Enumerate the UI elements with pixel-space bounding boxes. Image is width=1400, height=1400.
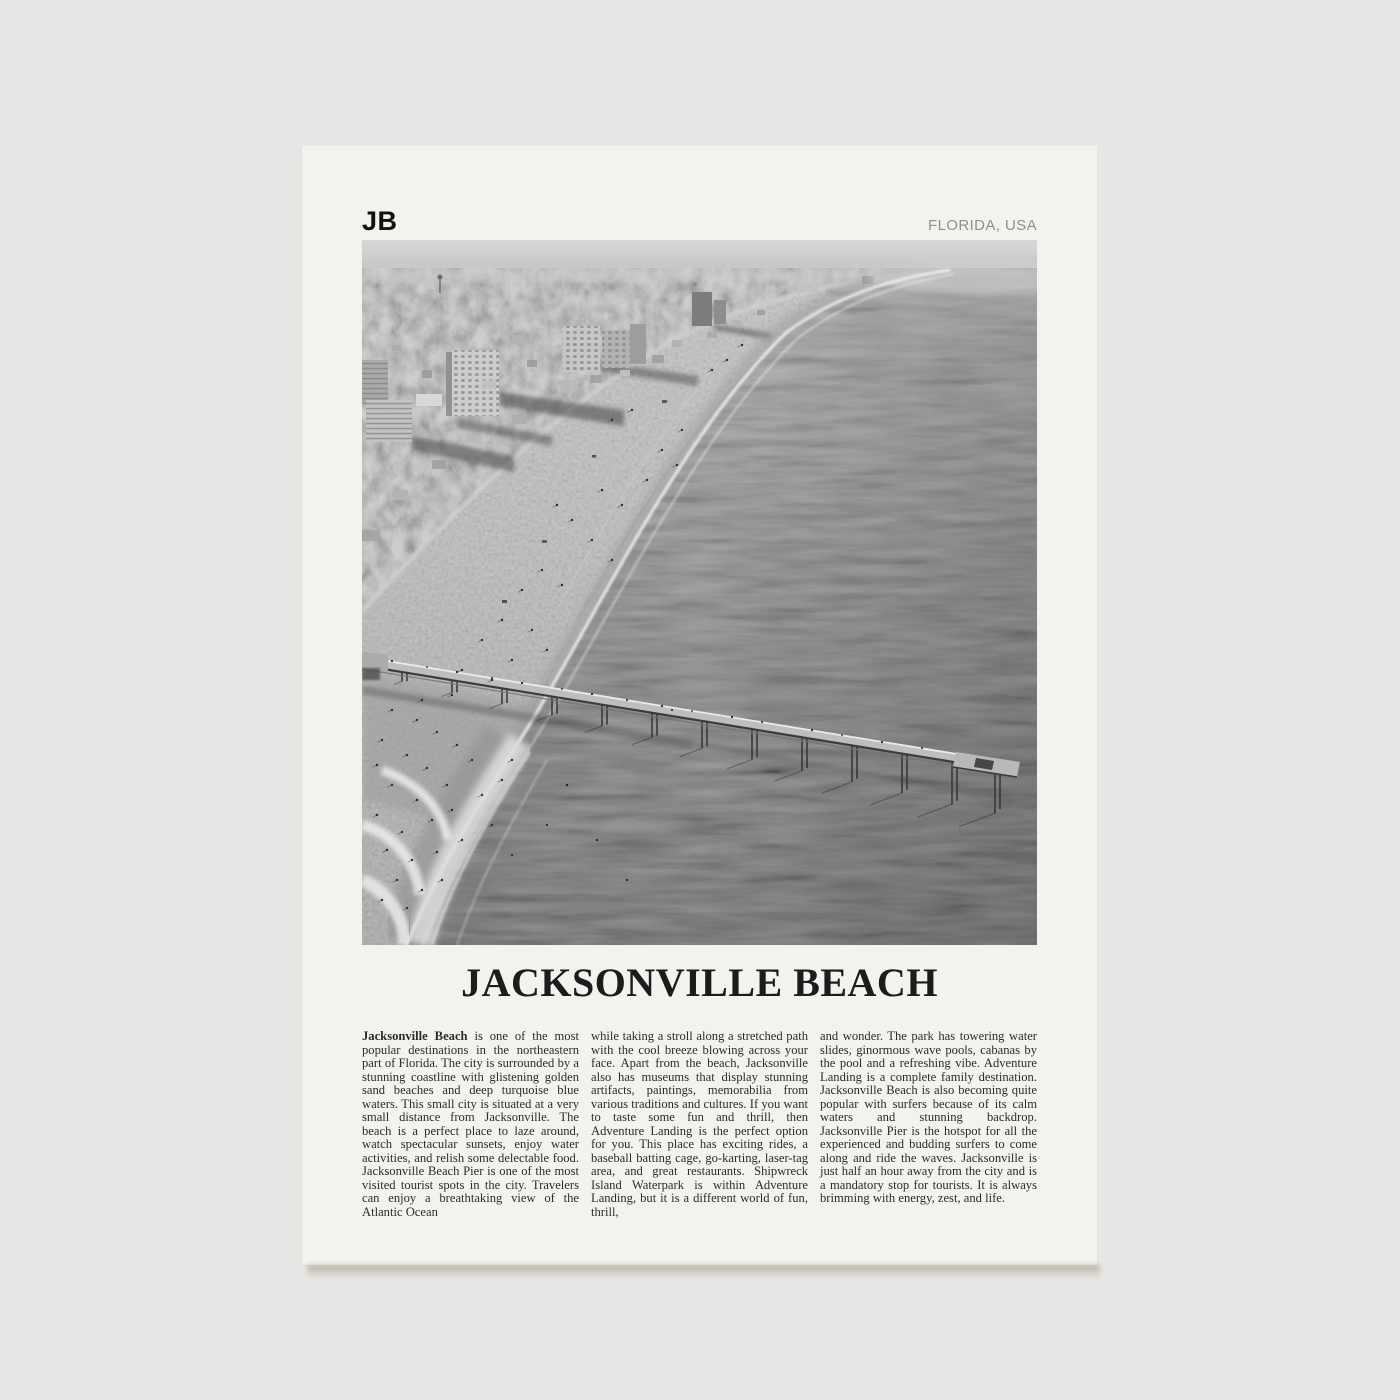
body-column-1 [362,1030,579,1219]
body-text [362,1030,1037,1219]
body-column-2: while taking a stroll along a stretched path with the cool breeze blowing across your face. Apart from the beach, Jacksonville also has museums that display stunning artifacts, paintings, memorabilia from various traditions and cultures. If you want to taste some fun and thrill, then Adventure Landing is the perfect option for you. This place has exciting rides, a baseball batting cage, go-karting, laser-tag area, and great restaurants. Shipwreck Island Waterpark is within Adventure Landing, but it is a different world of fun, thrill, [591,1029,808,1219]
body-column-1-text: is one of the most popular destinations in the northeastern part of Florida. The city is surrounded by a stunning coastline with glistening golden sand beaches and deep turquoise blue waters. This small city is situated at a very small distance from Jacksonville. The beach is a perfect place to laze around, watch spectacular sunsets, enjoy water activities, and relish some delectable food. Jacksonville Beach Pier is one of the most visited tourist spots in the city. Travelers can enjoy a breathtaking view of the Atlantic Ocean [362,1029,579,1219]
poster-title: JACKSONVILLE BEACH [461,960,938,1005]
location-text: FLORIDA, USA [928,217,1037,234]
film-grain [362,240,1037,945]
body-column-3: and wonder. The park has towering water slides, ginormous wave pools, cabanas by the pool and a refreshing vibe. Adventure Landing is a complete family destination. Jacksonville Beach is also becoming quite popular with surfers because of its calm waters and stunning backdrop. Jacksonville Pier is the hotspot for all the experienced and budding surfers to come along and ride the waves. Jacksonville is just half an hour away from the city and is a mandatory stop for tourists. It is always brimming with energy, zest, and life. [820,1029,1037,1205]
beach-aerial-photo [362,240,1037,945]
poster-header [362,208,1037,235]
beach-photo-illustration [362,240,1037,945]
body-lead-in: Jacksonville Beach [362,1029,468,1043]
logo-text: JB [362,206,398,236]
travel-poster [302,146,1097,1265]
